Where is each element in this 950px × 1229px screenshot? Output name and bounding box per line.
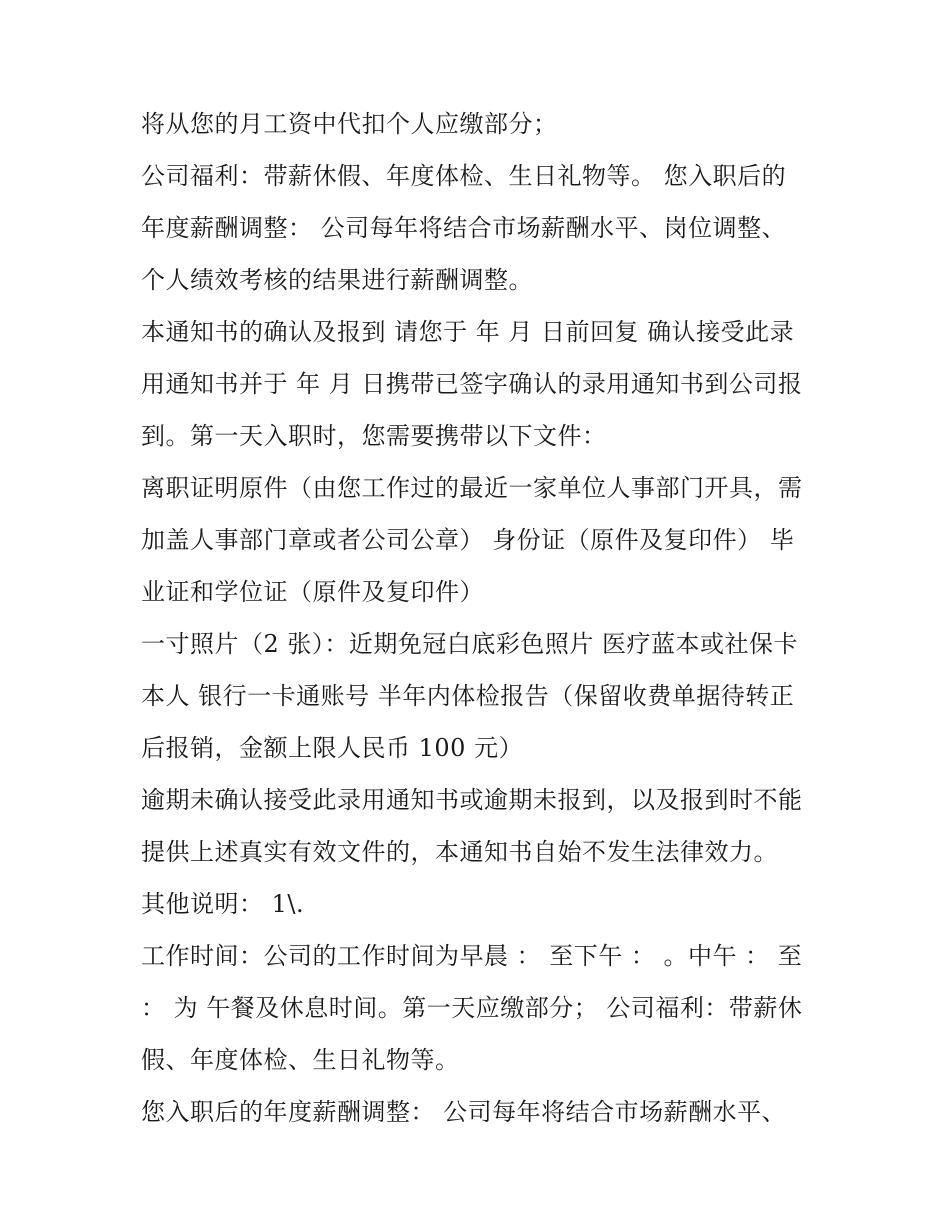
- text-line: 本通知书的确认及报到 请您于 年 月 日前回复 确认接受此录: [141, 318, 795, 346]
- text-line: 其他说明： 1\.: [141, 890, 305, 918]
- text-line: 后报销，金额上限人民币 100 元）: [141, 734, 524, 762]
- text-line: 本人 银行一卡通账号 半年内体检报告（保留收费单据待转正: [141, 682, 795, 710]
- text-line: 提供上述真实有效文件的，本通知书自始不发生法律效力。: [141, 838, 778, 866]
- text-line: 一寸照片（2 张）：近期免冠白底彩色照片 医疗蓝本或社保卡: [141, 630, 799, 658]
- text-line: 工作时间：公司的工作时间为早晨 ： 至下午 ： 。中午 ： 至: [141, 942, 803, 970]
- text-line: 公司福利：带薪休假、年度体检、生日礼物等。 您入职后的: [141, 162, 787, 190]
- text-line: 用通知书并于 年 月 日携带已签字确认的录用通知书到公司报: [141, 370, 803, 398]
- text-line: 年度薪酬调整： 公司每年将结合市场薪酬水平、岗位调整、: [141, 214, 787, 242]
- text-line: 个人绩效考核的结果进行薪酬调整。: [141, 266, 533, 294]
- text-line: ： 为 午餐及休息时间。第一天应缴部分； 公司福利：带薪休: [141, 994, 803, 1022]
- text-line: 逾期未确认接受此录用通知书或逾期未报到，以及报到时不能: [141, 786, 803, 814]
- text-line: 将从您的月工资中代扣个人应缴部分；: [141, 110, 558, 138]
- text-line: 业证和学位证（原件及复印件）: [141, 578, 484, 606]
- text-line: 离职证明原件（由您工作过的最近一家单位人事部门开具，需: [141, 474, 803, 502]
- text-line: 加盖人事部门章或者公司公章） 身份证（原件及复印件） 毕: [141, 526, 795, 554]
- text-line: 假、年度体检、生日礼物等。: [141, 1046, 460, 1074]
- text-line: 您入职后的年度薪酬调整： 公司每年将结合市场薪酬水平、: [141, 1098, 787, 1126]
- text-line: 到。第一天入职时，您需要携带以下文件：: [141, 422, 607, 450]
